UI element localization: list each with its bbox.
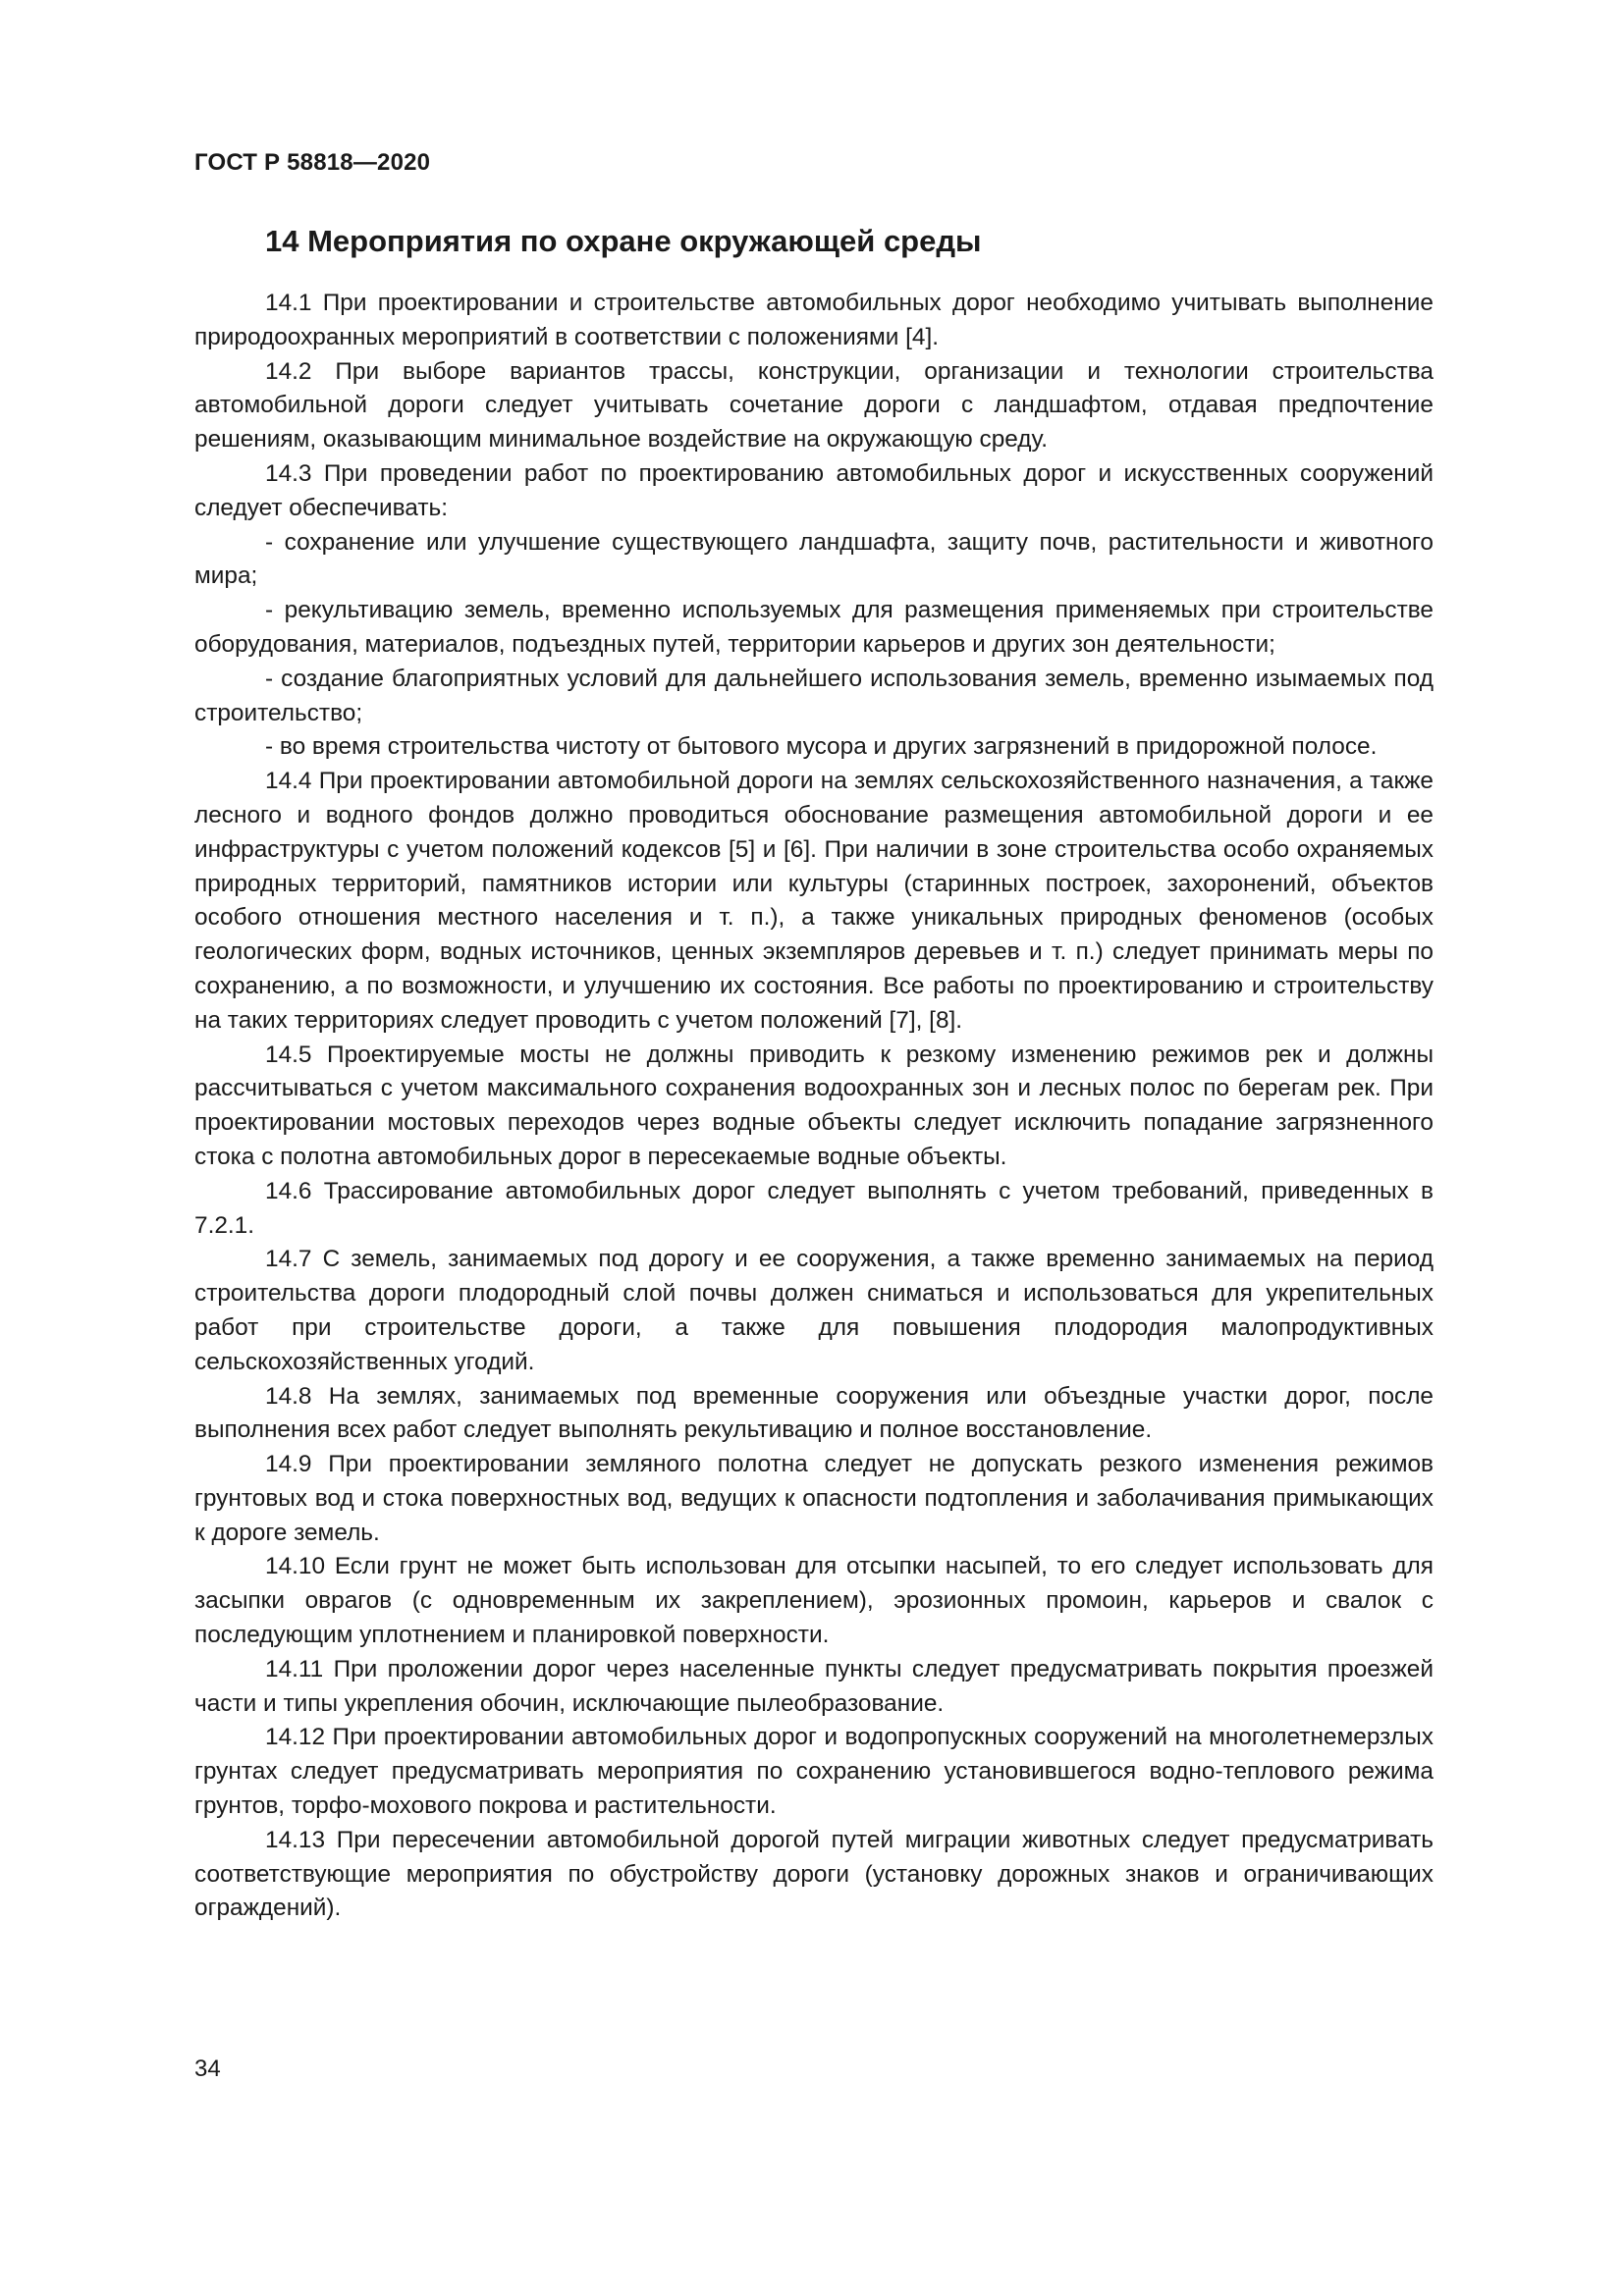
paragraph-14-7: 14.7 С земель, занимаемых под дорогу и ее сооружения, а также временно занимаемых на период строительства дороги плодородный слой почвы должен сниматься и использоваться для укрепительных работ при строительстве дороги, а также для повышения плодородия малопродуктивных сельскохозяйственных угодий. — [194, 1246, 1434, 1375]
list-item-recultivation: - рекультивацию земель, временно используемых для размещения применяемых при строительстве оборудования, материалов, подъездных путей, территории карьеров и других зон деятельности; — [194, 597, 1434, 658]
list-item-landscape: - сохранение или улучшение существующего ландшафта, защиту почв, растительности и животного мира; — [194, 528, 1434, 590]
paragraph-14-3: 14.3 При проведении работ по проектированию автомобильных дорог и искусственных сооружений следует обеспечивать: — [194, 459, 1434, 521]
paragraph-14-13: 14.13 При пересечении автомобильной дорогой путей миграции животных следует предусматривать соответствующие мероприятия по обустройству дороги (установку дорожных знаков и ограничивающих ограждений). — [194, 1826, 1434, 1922]
paragraph-14-11: 14.11 При проложении дорог через населенные пункты следует предусматривать покрытия проезжей части и типы укрепления обочин, исключающие пылеобразование. — [194, 1655, 1434, 1717]
paragraph-14-1: 14.1 При проектировании и строительстве автомобильных дорог необходимо учитывать выполнение природоохранных мероприятий в соответствии с положениями [4]. — [194, 290, 1434, 350]
list-item-cleanliness: - во время строительства чистоту от бытового мусора и других загрязнений в придорожной полосе. — [265, 733, 1378, 761]
paragraph-14-4: 14.4 При проектировании автомобильной дороги на землях сельскохозяйственного назначения, а также лесного и водного фондов должно проводиться обоснование размещения автомобильной дороги и ее инфраструктуры с учетом положений кодексов [5] и [6]. При наличии в зоне строительства особо охраняемых природных территорий, памятников истории или культуры (старинных построек, захоронений, объектов особого отношения местного населения и т. п.), а также уникальных природных феноменов (особых геологических форм, водных источников, ценных экземпляров деревьев и т. п.) следует принимать меры по сохранению, а по возможности, и улучшению их состояния. Все работы по проектированию и строительству на таких территориях следует проводить с учетом положений [7], [8]. — [194, 768, 1434, 1034]
list-item-land-use: - создание благоприятных условий для дальнейшего использования земель, временно изымаемых под строительство; — [194, 665, 1434, 726]
paragraph-14-8: 14.8 На землях, занимаемых под временные сооружения или объездные участки дорог, после выполнения всех работ следует выполнять рекультивацию и полное восстановление. — [194, 1382, 1434, 1444]
paragraph-14-2: 14.2 При выборе вариантов трассы, конструкции, организации и технологии строительства автомобильной дороги следует учитывать сочетание дороги с ландшафтом, отдавая предпочтение решениям, оказывающим минимальное воздействие на окружающую среду. — [194, 357, 1434, 454]
document-code-header: ГОСТ Р 58818—2020 — [194, 149, 431, 176]
paragraph-14-6: 14.6 Трассирование автомобильных дорог следует выполнять с учетом требований, приведенных в 7.2.1. — [194, 1177, 1434, 1239]
paragraph-14-12: 14.12 При проектировании автомобильных дорог и водопропускных сооружений на многолетнемерзлых грунтах следует предусматривать мероприятия по сохранению установившегося водно-теплового режима грунтов, торфо-мохового покрова и растительности. — [194, 1724, 1434, 1820]
paragraph-14-10: 14.10 Если грунт не может быть использован для отсыпки насыпей, то его следует использовать для засыпки оврагов (с одновременным их закреплением), эрозионных промоин, карьеров и свалок с последующим уплотнением и планировкой поверхности. — [194, 1553, 1434, 1649]
paragraph-14-5: 14.5 Проектируемые мосты не должны приводить к резкому изменению режимов рек и должны рассчитываться с учетом максимального сохранения водоохранных зон и лесных полос по берегам рек. При проектировании мостовых переходов через водные объекты следует исключить попадание загрязненного стока с полотна автомобильных дорог в пересекаемые водные объекты. — [194, 1041, 1434, 1170]
page-number: 34 — [194, 2056, 221, 2082]
paragraph-14-9: 14.9 При проектировании земляного полотна следует не допускать резкого изменения режимов грунтовых вод и стока поверхностных вод, ведущих к опасности подтопления и заболачивания примыкающих к дороге земель. — [194, 1451, 1434, 1546]
section-title: 14 Мероприятия по охране окружающей среды — [265, 224, 982, 258]
section-body — [194, 287, 1434, 1926]
